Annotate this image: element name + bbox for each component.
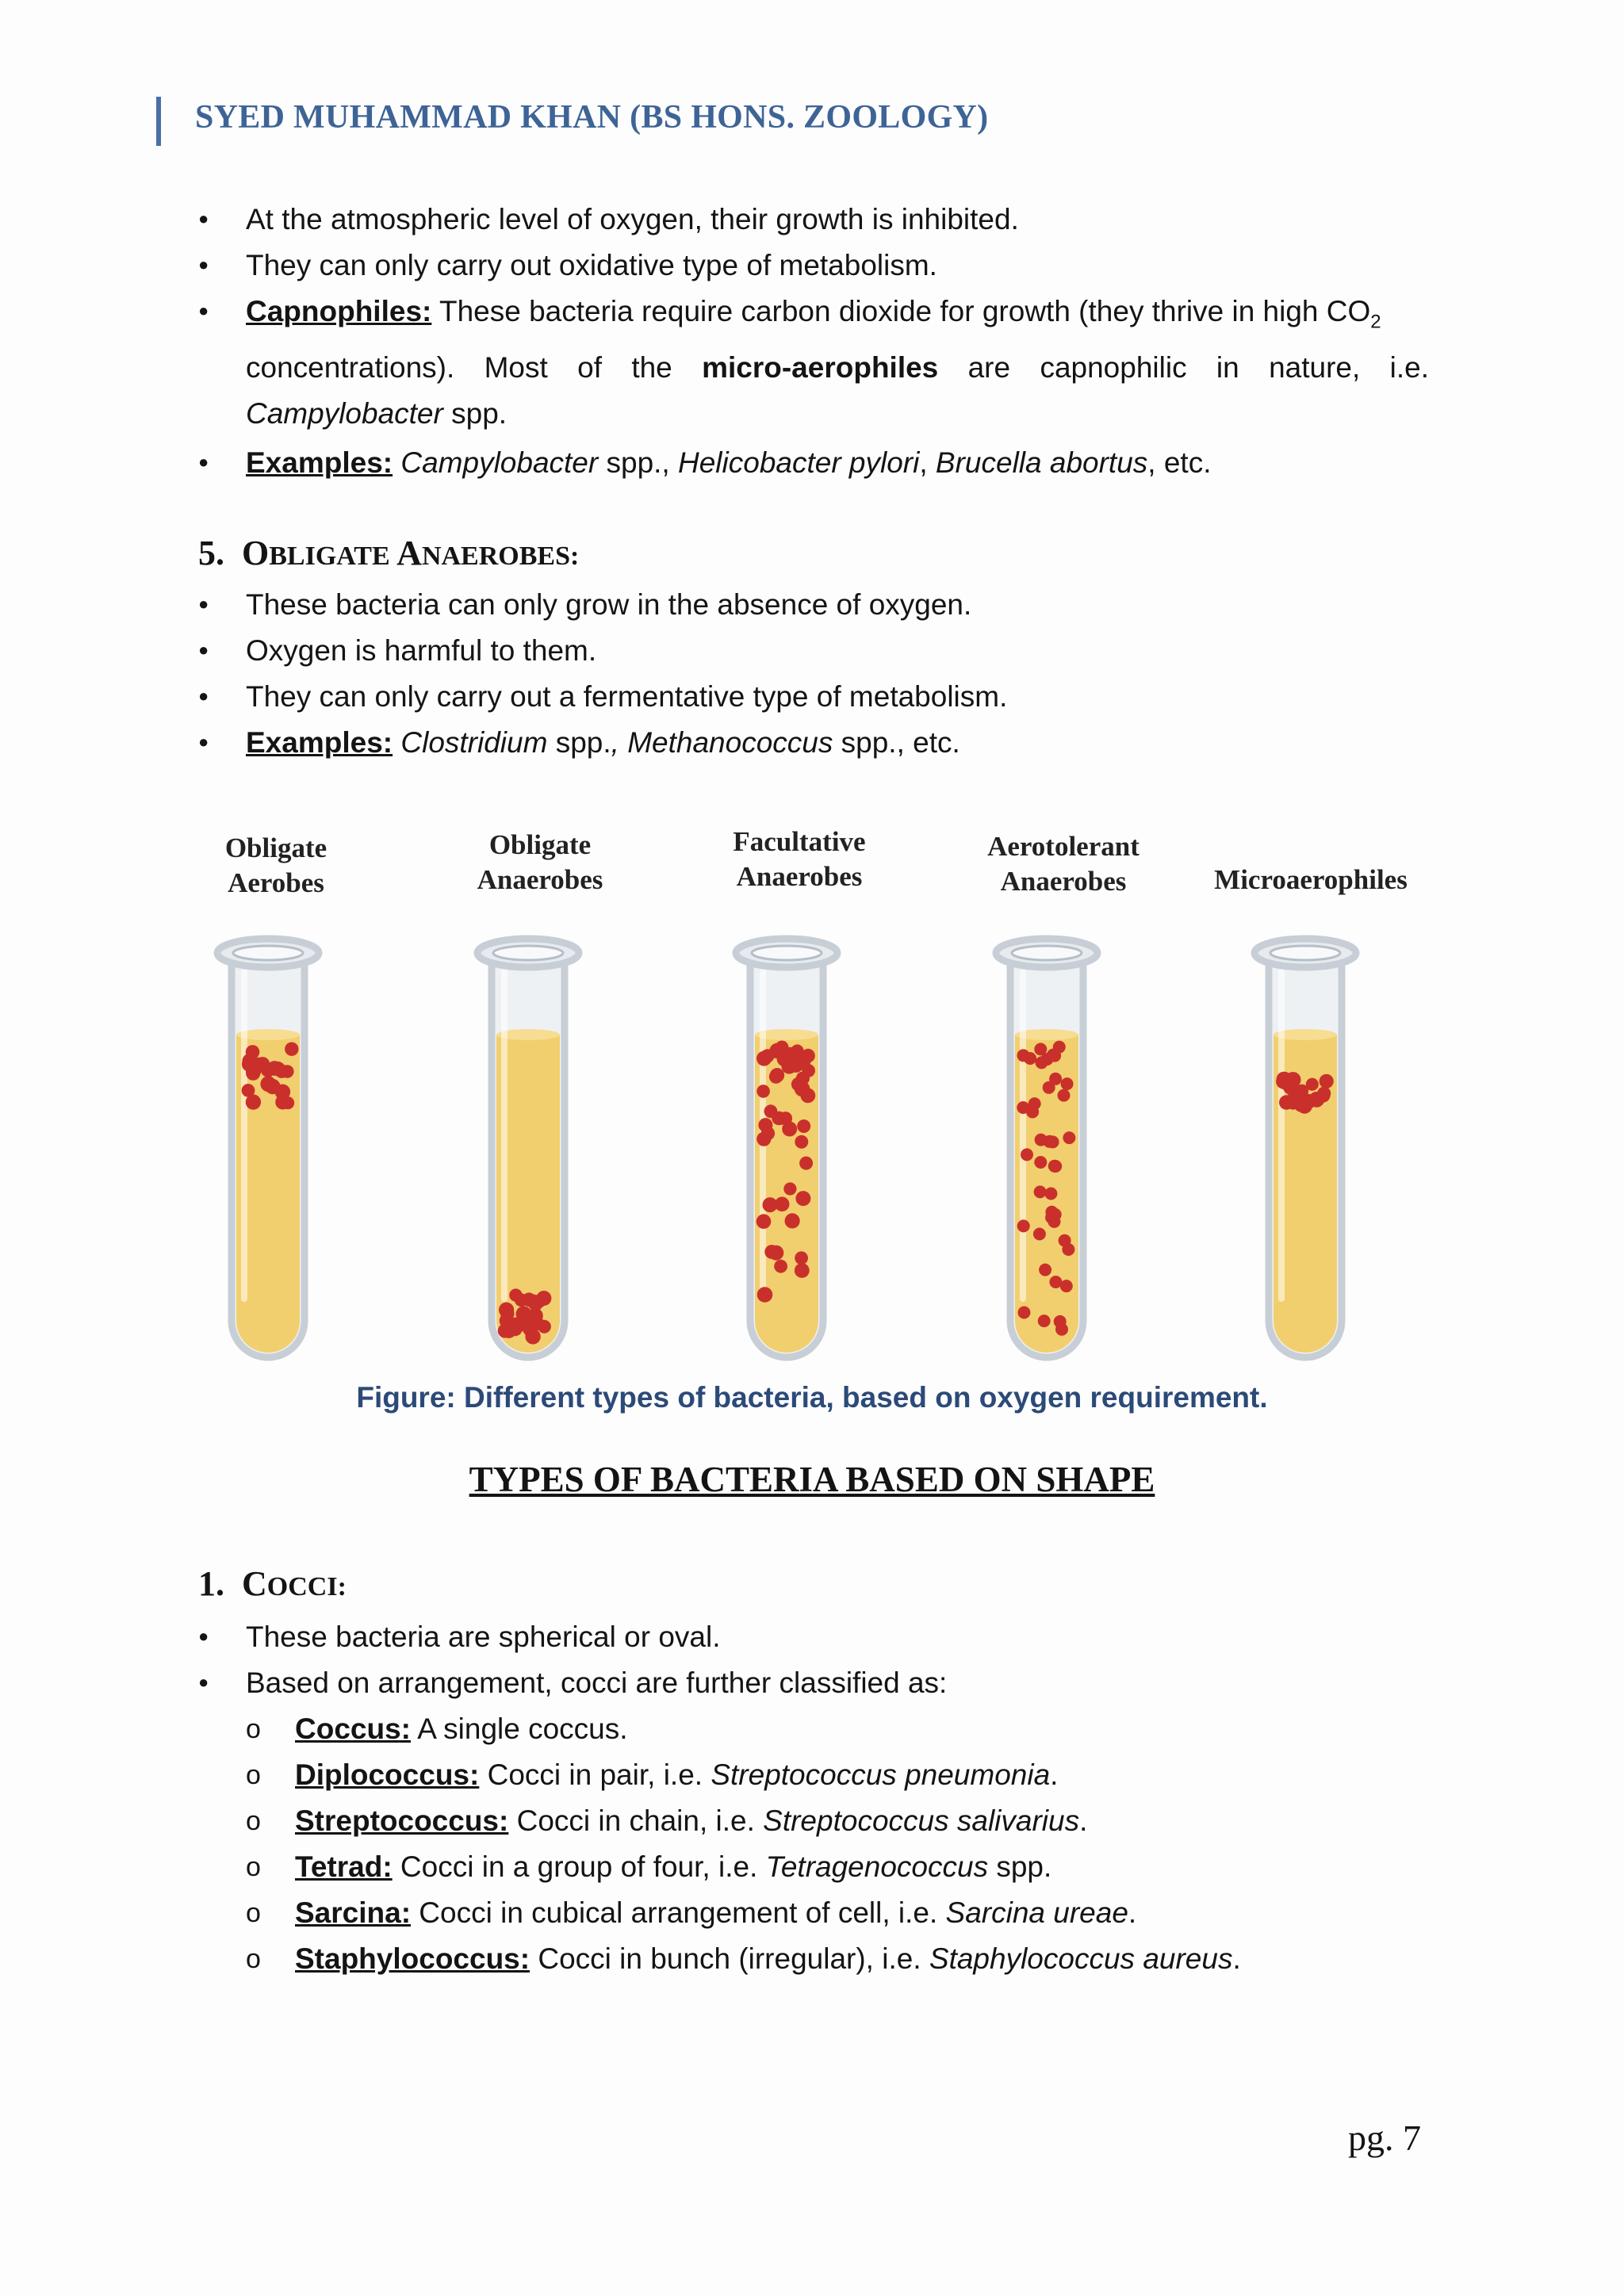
circle-bullet-icon	[246, 1844, 261, 1890]
bullet-icon	[198, 289, 246, 338]
section-heading-cocci: 1. COCCI:	[198, 1564, 347, 1603]
header-title: SYED MUHAMMAD KHAN (BS HONS. ZOOLOGY)	[195, 99, 989, 136]
bacteria-colony-dot	[802, 1064, 815, 1077]
bullet-icon	[198, 674, 246, 723]
bacteria-colony-dot	[275, 1095, 290, 1110]
bullet-icon	[198, 197, 246, 246]
bacteria-colony-dot	[502, 1320, 516, 1334]
bacteria-colony-dot	[1320, 1074, 1334, 1089]
test-tube-obligate-aerobes	[217, 939, 319, 1357]
microaerophile-bullets	[198, 197, 1429, 486]
circle-bullet-icon	[246, 1890, 261, 1936]
bullet-icon	[198, 440, 246, 489]
list-item: ● Based on arrangement, cocci are further classified as:	[198, 1660, 1429, 1706]
bacteria-colony-dot	[782, 1122, 797, 1137]
bacteria-colony-dot	[1289, 1093, 1304, 1108]
capnophiles-term: Capnophiles:	[246, 295, 432, 327]
bacteria-colony-dot	[783, 1182, 796, 1195]
list-item: ● These bacteria can only grow in the absence of oxygen.	[198, 582, 1429, 628]
bacteria-colony-dot	[1055, 1323, 1068, 1336]
list-item-continuation: Campylobacter spp.	[246, 397, 508, 430]
bacteria-colony-dot	[756, 1214, 772, 1229]
bacteria-colony-dot	[768, 1246, 783, 1261]
bacteria-colony-dot	[795, 1081, 810, 1097]
tube-label-obligate-aerobes: Obligate Aerobes	[224, 832, 327, 898]
cocci-type-item: o Diplococcus: Cocci in pair, i.e. Streptococcus pneumonia.	[198, 1752, 1429, 1798]
bacteria-colony-dot	[285, 1043, 298, 1056]
list-item: ● They can only carry out oxidative type of metabolism.	[198, 243, 1429, 289]
bacteria-colony-dot	[260, 1076, 276, 1092]
bacteria-colony-dot	[763, 1197, 778, 1212]
bacteria-colony-dot	[1309, 1092, 1325, 1108]
bacteria-colony-dot	[1062, 1243, 1074, 1256]
bacteria-colony-dot	[1018, 1307, 1031, 1319]
list-item-continuation: concentrations). Most of the micro-aerophiles are capnophilic in nature, i.e.	[246, 351, 1429, 385]
cocci-type-item: o Streptococcus: Cocci in chain, i.e. Streptococcus salivarius.	[198, 1798, 1429, 1844]
section-heading-obligate-anaerobes: 5. OBLIGATE ANAEROBES:	[198, 534, 580, 572]
circle-bullet-icon	[246, 1752, 261, 1798]
bacteria-colony-dot	[1043, 1081, 1055, 1094]
test-tube-aerotolerant-anaerobes	[996, 939, 1097, 1357]
bacteria-colony-dot	[1033, 1228, 1046, 1241]
bacteria-colony-dot	[1038, 1314, 1051, 1327]
bacteria-colony-dot	[1061, 1077, 1074, 1090]
bacteria-colony-dot	[1034, 1185, 1047, 1198]
list-item: ● Examples: Clostridium spp., Methanococcus spp., etc.	[198, 720, 1429, 766]
bacteria-colony-dot	[246, 1045, 260, 1059]
list-item: ● These bacteria are spherical or oval.	[198, 1614, 1429, 1660]
cocci-type-item: o Sarcina: Cocci in cubical arrangement of cell, i.e. Sarcina ureae.	[198, 1890, 1429, 1936]
cocci-type-item: o Staphylococcus: Cocci in bunch (irregular), i.e. Staphylococcus aureus.	[198, 1936, 1429, 1982]
bacteria-colony-dot	[252, 1058, 266, 1071]
bacteria-colony-dot	[516, 1308, 530, 1322]
bacteria-colony-dot	[1053, 1041, 1066, 1054]
bacteria-colony-dot	[795, 1191, 810, 1206]
bullet-icon	[198, 1614, 246, 1663]
bacteria-colony-dot	[797, 1119, 810, 1133]
bacteria-colony-dot	[1017, 1219, 1030, 1232]
bacteria-colony-dot	[528, 1308, 543, 1323]
bacteria-colony-dot	[795, 1263, 810, 1278]
bacteria-colony-dot	[760, 1049, 774, 1062]
bullet-icon	[198, 720, 246, 769]
bacteria-colony-dot	[1039, 1264, 1051, 1276]
bacteria-colony-dot	[770, 1068, 784, 1082]
oxygen-requirement-figure	[197, 817, 1457, 1372]
page-number: pg. 7	[1348, 2118, 1421, 2158]
cocci-type-item: o Coccus: A single coccus.	[198, 1706, 1429, 1752]
bacteria-colony-dot	[781, 1058, 797, 1074]
bacteria-colony-dot	[1047, 1135, 1059, 1148]
bacteria-colony-dot	[756, 1132, 771, 1146]
bacteria-colony-dot	[267, 1061, 282, 1076]
test-tube-microaerophiles	[1254, 939, 1356, 1357]
circle-bullet-icon	[246, 1936, 261, 1982]
bacteria-colony-dot	[1024, 1052, 1036, 1065]
bacteria-colony-dot	[1058, 1089, 1071, 1102]
bacteria-colony-dot	[774, 1260, 787, 1273]
tube-label-facultative-anaerobes: Facultative Anaerobes	[733, 826, 866, 892]
list-item: ● They can only carry out a fermentative type of metabolism.	[198, 674, 1429, 720]
bacteria-colony-dot	[1063, 1131, 1075, 1144]
bacteria-colony-dot	[756, 1085, 770, 1098]
bacteria-colony-dot	[1060, 1280, 1073, 1292]
bacteria-colony-dot	[523, 1322, 538, 1337]
bacteria-colony-dot	[799, 1157, 813, 1170]
bacteria-colony-dot	[758, 1118, 772, 1132]
list-item: ● At the atmospheric level of oxygen, their growth is inhibited.	[198, 197, 1429, 243]
bacteria-colony-dot	[1034, 1156, 1047, 1169]
cocci-arrangement-list	[198, 1706, 1429, 1982]
figure-caption: Figure: Different types of bacteria, based on oxygen requirement.	[356, 1381, 1268, 1414]
circle-bullet-icon	[246, 1706, 261, 1752]
cocci-bullets	[198, 1614, 1429, 1982]
bacteria-colony-dot	[1045, 1206, 1058, 1219]
circle-bullet-icon	[246, 1798, 261, 1844]
bacteria-colony-dot	[1035, 1134, 1048, 1146]
header-accent-bar	[156, 97, 161, 146]
bacteria-colony-dot	[1044, 1188, 1057, 1200]
tube-label-aerotolerant-anaerobes: Aerotolerant Anaerobes	[987, 831, 1139, 897]
tube-label-obligate-anaerobes: Obligate Anaerobes	[477, 829, 603, 895]
bacteria-colony-dot	[785, 1213, 800, 1228]
bacteria-colony-dot	[242, 1084, 255, 1097]
bacteria-colony-dot	[1026, 1106, 1039, 1119]
obligate-anaerobes-bullets	[198, 582, 1429, 766]
list-item: ● Capnophiles: These bacteria require carbon dioxide for growth (they thrive in high $CO_2$	[198, 289, 1429, 345]
test-tubes-illustration	[197, 817, 1457, 1372]
bacteria-colony-dot	[1049, 1160, 1062, 1173]
list-item: ● Oxygen is harmful to them.	[198, 628, 1429, 674]
bacteria-colony-dot	[764, 1104, 778, 1118]
bacteria-colony-dot	[757, 1287, 773, 1303]
bacteria-colony-dot	[1280, 1077, 1294, 1091]
bacteria-colony-dot	[795, 1251, 808, 1265]
bullet-icon	[198, 243, 246, 292]
bullet-icon	[198, 1660, 246, 1709]
section-title-shape: TYPES OF BACTERIA BASED ON SHAPE	[469, 1460, 1155, 1499]
bullet-icon	[198, 582, 246, 631]
bacteria-colony-dot	[515, 1293, 528, 1307]
bacteria-colony-dot	[1021, 1148, 1033, 1161]
bacteria-colony-dot	[795, 1135, 808, 1149]
cocci-type-item: o Tetrad: Cocci in a group of four, i.e. Tetragenococcus spp.	[198, 1844, 1429, 1890]
bacteria-colony-dot	[1041, 1053, 1054, 1066]
test-tube-obligate-anaerobes	[477, 939, 579, 1357]
list-item: ● Examples: Campylobacter spp., Helicobacter pylori, Brucella abortus, etc.	[198, 440, 1429, 486]
bullet-icon	[198, 628, 246, 677]
test-tube-facultative-anaerobes	[736, 939, 837, 1357]
tube-label-microaerophiles: Microaerophiles	[1214, 864, 1408, 895]
